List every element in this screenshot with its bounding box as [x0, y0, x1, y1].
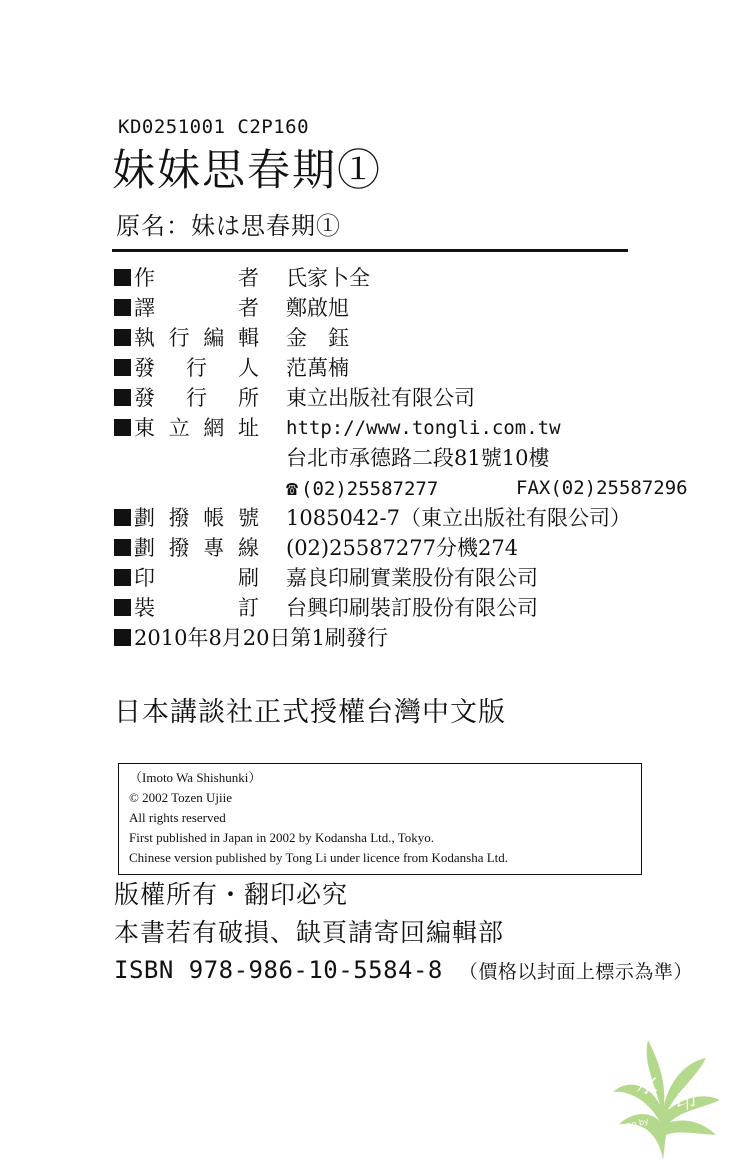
product-code: KD0251001 C2P160	[118, 116, 310, 138]
credit-label: 劃撥專線	[134, 536, 259, 560]
bullet-square-icon	[114, 299, 131, 316]
credit-label: 裝 訂	[134, 596, 259, 620]
address-row	[114, 443, 714, 473]
credit-row	[114, 323, 714, 353]
credit-label: 劃撥帳號	[134, 506, 259, 530]
credit-row	[114, 353, 714, 383]
credit-label: 東立網址	[134, 416, 259, 440]
copyright-line: © 2002 Tozen Ujiie	[129, 790, 232, 805]
divider	[112, 249, 628, 252]
isbn-line	[114, 956, 693, 984]
credit-value: 氏家卜全	[286, 266, 370, 290]
isbn: ISBN 978-986-10-5584-8	[114, 956, 443, 984]
bullet-square-icon	[114, 539, 131, 556]
watermark-text: 水	[636, 1073, 659, 1098]
watermark-text: 印	[676, 1089, 696, 1113]
credit-row	[114, 263, 714, 293]
credit-row	[114, 593, 714, 623]
publish-date: 2010年8月20日第1刷發行	[134, 626, 388, 650]
credit-value: 鄭啟旭	[286, 296, 349, 320]
bullet-square-icon	[114, 629, 131, 646]
book-title: 妹妹思春期①	[112, 146, 382, 196]
bullet-square-icon	[114, 569, 131, 586]
bullet-square-icon	[114, 389, 131, 406]
credit-value: 台興印刷裝訂股份有限公司	[286, 596, 538, 620]
credit-value: 金 鈺	[286, 326, 349, 350]
price-note: （價格以封面上標示為準）	[458, 961, 693, 983]
credit-value: 1085042-7（東立出版社有限公司）	[286, 506, 631, 530]
bullet-square-icon	[114, 599, 131, 616]
credit-label: 發行所	[134, 386, 259, 410]
copyright-line: Chinese version published by Tong Li under licence from Kodansha Ltd.	[129, 850, 509, 865]
bullet-square-icon	[114, 329, 131, 346]
telephone-icon: ☎	[286, 476, 299, 500]
credit-row	[114, 563, 714, 593]
credit-row	[114, 293, 714, 323]
copyright-line: First published in Japan in 2002 by Kodansha Ltd., Tokyo.	[129, 830, 435, 845]
watermark-scan-text: Scan by	[616, 1116, 650, 1132]
credit-value: 范萬楠	[286, 356, 349, 380]
website-url: http://www.tongli.com.tw	[286, 417, 561, 439]
original-title: 原名：妹は思春期①	[116, 212, 341, 240]
credit-row	[114, 533, 714, 563]
credit-row	[114, 413, 714, 443]
credit-label: 執行編輯	[134, 326, 259, 350]
bullet-square-icon	[114, 359, 131, 376]
fax-number: FAX(02)25587296	[516, 477, 688, 499]
bullet-square-icon	[114, 509, 131, 526]
phone-row	[114, 473, 714, 503]
damage-notice: 本書若有破損、缺頁請寄回編輯部	[114, 918, 505, 947]
copyright-line: （Imoto Wa Shishunki）	[129, 770, 262, 785]
credit-label: 發行人	[134, 356, 259, 380]
credit-value: 東立出版社有限公司	[286, 386, 475, 410]
credit-label: 作 者	[134, 266, 259, 290]
credit-value: (02)25587277分機274	[286, 536, 519, 560]
bullet-square-icon	[114, 419, 131, 436]
copyright-line: All rights reserved	[129, 810, 226, 825]
credit-label: 譯 者	[134, 296, 259, 320]
license-statement: 日本講談社正式授權台灣中文版	[114, 697, 506, 728]
leaf-watermark-icon	[598, 1030, 728, 1165]
credit-row	[114, 383, 714, 413]
publish-date-row	[114, 623, 714, 653]
address: 台北市承德路二段81號10樓	[286, 446, 550, 470]
credit-label: 印 刷	[134, 566, 259, 590]
copyright-box	[118, 763, 642, 875]
phone-number: (02)25587277	[301, 478, 439, 500]
bullet-square-icon	[114, 269, 131, 286]
credit-row	[114, 503, 714, 533]
rights-reserved: 版權所有・翻印必究	[114, 880, 349, 909]
credit-value: 嘉良印刷實業股份有限公司	[286, 566, 538, 590]
credits-list	[114, 263, 714, 653]
